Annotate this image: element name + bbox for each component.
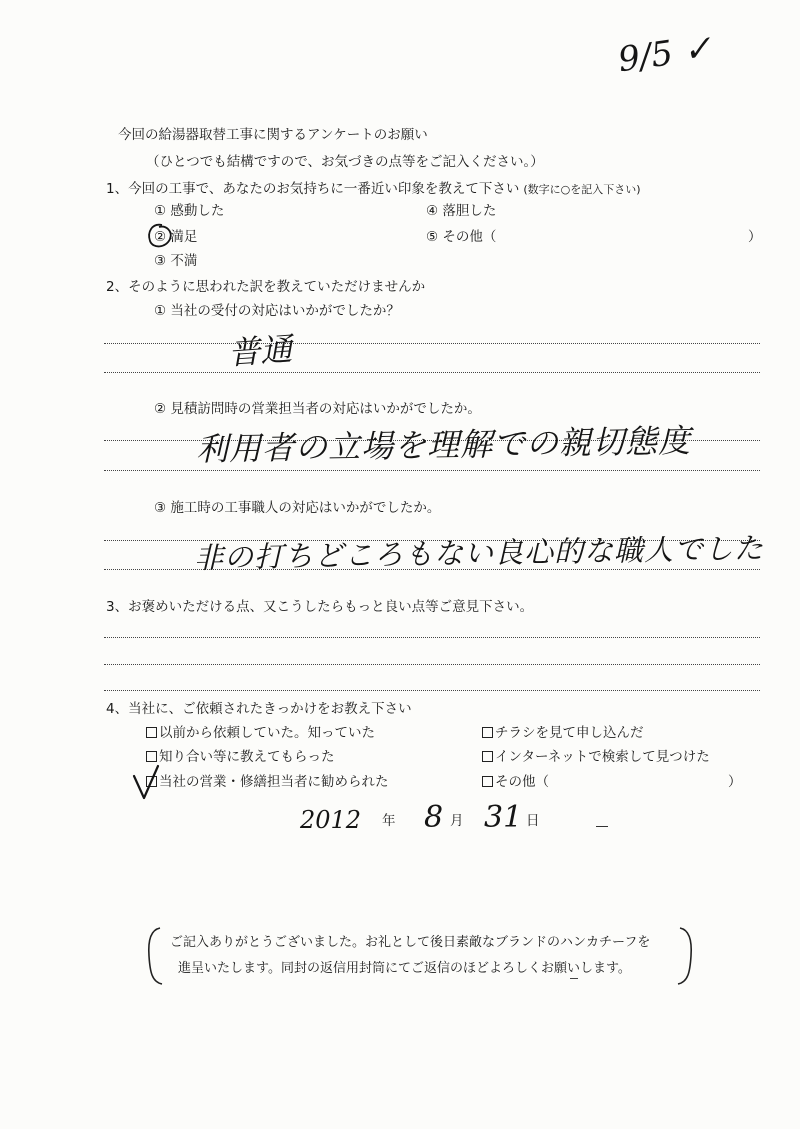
q2-answer-2: 利用者の立場を理解での親切態度 <box>195 421 692 469</box>
q2-answer-1: 普通 <box>226 329 294 373</box>
q4-option-4-checkbox[interactable] <box>482 727 493 738</box>
q4-option-1-checkbox[interactable] <box>146 727 157 738</box>
q1-option-4-num: ④ <box>426 203 439 219</box>
q4-option-6-text: その他（ <box>495 774 549 790</box>
q1-option-3-num: ③ <box>154 253 167 269</box>
question-2-label: 2、そのように思われた訳を教えていただけませんか <box>106 279 426 295</box>
q4-option-1 <box>146 724 375 742</box>
q4-option-2 <box>146 748 335 766</box>
q1-option-5-text: その他（ <box>442 229 497 245</box>
q4-option-2-checkbox[interactable] <box>146 751 157 762</box>
q1-option-1-num: ① <box>154 203 167 219</box>
q1-option-4 <box>426 202 496 220</box>
question-1-text: 1、今回の工事で、あなたのお気持ちに一番近い印象を教えて下さい <box>106 181 520 197</box>
scan-mark <box>570 978 578 979</box>
q4-option-3-text: 当社の営業・修繕担当者に勧められた <box>159 774 389 790</box>
q1-option-5-num: ⑤ <box>426 229 439 245</box>
q4-option-5-text: インターネットで検索して見つけた <box>495 749 710 765</box>
date-month-unit: 月 <box>450 813 464 829</box>
form-title: 今回の給湯器取替工事に関するアンケートのお願い <box>118 127 428 143</box>
corner-handwritten-mark: 9/5 ✓ <box>615 27 715 81</box>
q1-option-3 <box>154 252 197 270</box>
q2-sub-2: ② 見積訪問時の営業担当者の対応はいかがでしたか。 <box>154 401 481 417</box>
checkmark-icon <box>128 762 168 804</box>
selection-circle-mark <box>146 222 174 250</box>
q1-option-5-close-paren: ） <box>748 229 762 245</box>
answer-line <box>104 637 760 638</box>
q4-option-4-text: チラシを見て申し込んだ <box>495 725 644 741</box>
q1-option-1 <box>154 202 224 220</box>
q1-option-3-text: 不満 <box>170 253 198 269</box>
answer-line <box>104 690 760 691</box>
q4-option-5-checkbox[interactable] <box>482 751 493 762</box>
q1-option-2-num: ② <box>154 229 167 245</box>
q1-option-4-text: 落胆した <box>442 203 497 219</box>
q2-sub-1: ① 当社の受付の対応はいかがでしたか？ <box>154 303 400 319</box>
date-underline <box>596 826 608 827</box>
date-year-unit: 年 <box>382 813 396 829</box>
answer-line <box>104 343 760 344</box>
q4-option-6 <box>482 773 549 791</box>
q4-option-3 <box>146 773 389 791</box>
q2-answer-3: 非の打ちどころもない良心的な職人でした <box>193 531 765 575</box>
thanks-line-2: 進呈いたします。同封の返信用封筒にてご返信のほどよろしくお願いします。 <box>178 961 631 976</box>
form-subtitle: （ひとつでも結構ですので、お気づきの点等をご記入ください。） <box>146 154 544 170</box>
q1-option-1-text: 感動した <box>170 203 225 219</box>
q4-option-5 <box>482 748 710 766</box>
question-1-hint: (数字に○を記入下さい) <box>523 183 641 196</box>
q1-option-2-text: 満足 <box>170 229 198 245</box>
answer-line <box>104 664 760 665</box>
date-day: 31 <box>484 800 523 835</box>
q4-option-6-checkbox[interactable] <box>482 776 493 787</box>
q1-option-5 <box>426 228 496 246</box>
thanks-line-1: ご記入ありがとうございました。お礼として後日素敵なブランドのハンカチーフを <box>170 935 651 950</box>
q2-sub-3: ③ 施工時の工事職人の対応はいかがでしたか。 <box>154 500 441 516</box>
date-year: 2012 <box>300 806 362 834</box>
q4-option-6-close-paren: ） <box>728 774 742 790</box>
date-month: 8 <box>424 800 444 835</box>
q4-option-2-text: 知り合い等に教えてもらった <box>159 749 335 765</box>
answer-line <box>104 372 760 373</box>
q4-option-4 <box>482 724 644 742</box>
question-1-label <box>106 180 641 199</box>
date-day-unit: 日 <box>526 813 540 829</box>
question-3-label: 3、お褒めいただける点、又こうしたらもっと良い点等ご意見下さい。 <box>106 599 534 615</box>
question-4-label: 4、当社に、ご依頼されたきっかけをお教え下さい <box>106 701 412 717</box>
q4-option-1-text: 以前から依頼していた。知っていた <box>159 725 375 741</box>
